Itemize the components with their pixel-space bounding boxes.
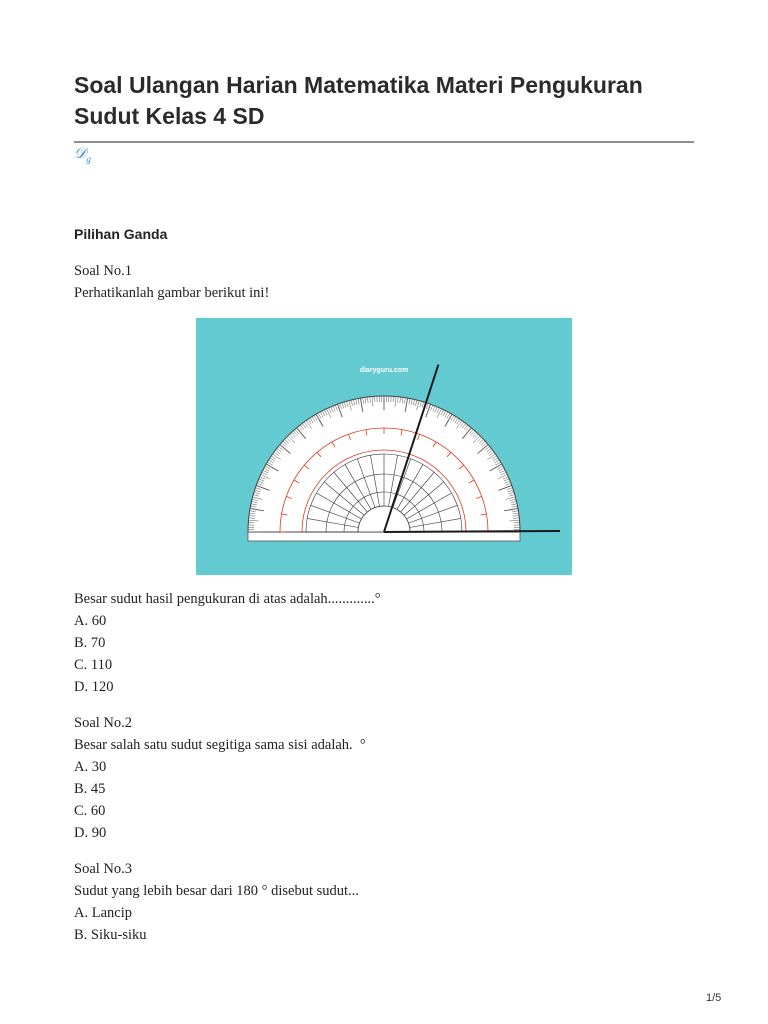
question-3-option-a: A. Lancip	[74, 905, 132, 921]
section-heading: Pilihan Ganda	[74, 226, 168, 242]
question-2-option-d: D. 90	[74, 825, 107, 841]
question-3-option-b: B. Siku-siku	[74, 927, 147, 943]
question-1-intro: Perhatikanlah gambar berikut ini!	[74, 285, 270, 301]
question-2-prompt: Besar salah satu sudut segitiga sama sisi adalah. °	[74, 737, 366, 753]
question-1-prompt: Besar sudut hasil pengukuran di atas adalah.............°	[74, 591, 381, 607]
question-1-label: Soal No.1	[74, 263, 132, 279]
page-title: Soal Ulangan Harian Matematika Materi Pengukuran Sudut Kelas 4 SD	[74, 72, 643, 129]
figure-watermark: diaryguru.com	[359, 367, 409, 374]
question-1-option-b: B. 70	[74, 635, 106, 651]
question-2-option-c: C. 60	[74, 803, 106, 819]
question-2-option-a: A. 30	[74, 759, 107, 775]
question-1-option-d: D. 120	[74, 679, 114, 695]
question-1-option-a: A. 60	[74, 613, 107, 629]
question-3-prompt: Sudut yang lebih besar dari 180 ° disebut sudut...	[74, 883, 359, 899]
angle-ray-base	[384, 531, 560, 532]
question-3-label: Soal No.3	[74, 861, 132, 877]
question-2-option-b: B. 45	[74, 781, 106, 797]
question-2-label: Soal No.2	[74, 715, 132, 731]
page-number: 1/5	[706, 992, 722, 1004]
title-divider	[74, 141, 694, 143]
question-1-option-c: C. 110	[74, 657, 113, 673]
protractor-figure	[196, 318, 572, 575]
protractor-illustration	[196, 318, 572, 575]
site-logo-icon: 𝒟$_g$	[74, 144, 92, 164]
